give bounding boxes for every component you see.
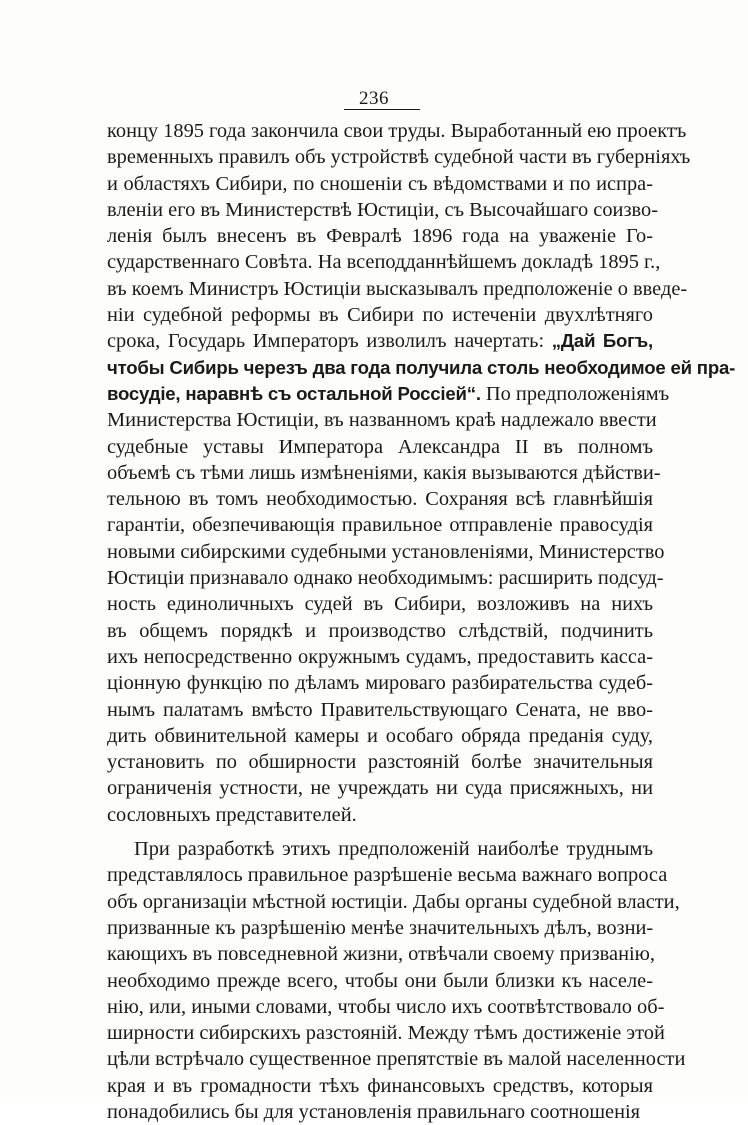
text-line bbox=[107, 460, 661, 486]
text-line bbox=[107, 302, 653, 328]
text-segment: ціонную функцію по дѣламъ мироваго разбирательства судеб- bbox=[107, 672, 653, 695]
text-line bbox=[107, 486, 653, 512]
text-line bbox=[107, 968, 653, 994]
text-segment: ихъ непосредственно окружнымъ судамъ, предоставить касса- bbox=[107, 645, 653, 668]
emphasized-quote: чтобы Сибирь черезъ два года получила столь необходимое ей пра- bbox=[107, 356, 736, 378]
text-line bbox=[107, 1099, 653, 1125]
text-segment: въ коемъ Министръ Юстиціи высказывалъ предположеніе о введе- bbox=[107, 277, 688, 300]
text-line bbox=[107, 197, 658, 223]
text-segment: кающихъ въ повседневной жизни, отвѣчали своему призванію, bbox=[107, 943, 655, 966]
text-line bbox=[107, 171, 653, 197]
text-line bbox=[107, 670, 653, 696]
text-segment: вленіи его въ Министерствѣ Юстиціи, съ Высочайшаго соизво- bbox=[107, 198, 658, 221]
emphasized-quote: восудіе, наравнѣ съ остальной Россіей“. bbox=[107, 382, 481, 404]
text-segment: временныхъ правилъ объ устройствѣ судебной части въ губерніяхъ bbox=[107, 146, 691, 169]
text-segment: При разработкѣ этихъ предположеній наиболѣе труднымъ bbox=[134, 838, 653, 861]
text-line bbox=[107, 381, 670, 407]
text-line bbox=[107, 407, 657, 433]
text-segment: сословныхъ представителей. bbox=[107, 803, 357, 826]
text-segment: представлялось правильное разрѣшеніе весьма важнаго вопроса bbox=[107, 864, 668, 887]
text-line bbox=[107, 915, 653, 941]
text-segment: въ общемъ порядкѣ и производство слѣдствій, подчинить bbox=[107, 619, 653, 642]
text-line bbox=[107, 775, 653, 801]
text-segment: цѣли встрѣчало существенное препятствіе въ малой населенности bbox=[107, 1048, 686, 1071]
text-segment: сударственнаго Совѣта. На всеподданнѣйшемъ докладѣ 1895 г., bbox=[107, 251, 661, 274]
text-line bbox=[107, 223, 653, 249]
text-line bbox=[107, 749, 653, 775]
text-segment: необходимо прежде всего, чтобы они были близки къ населе- bbox=[107, 969, 653, 992]
text-segment: новыми сибирскими судебными установленіями, Министерство bbox=[107, 540, 665, 563]
text-line bbox=[107, 144, 691, 170]
text-line bbox=[107, 994, 665, 1020]
text-line bbox=[107, 276, 688, 302]
text-line bbox=[107, 889, 680, 915]
text-line bbox=[107, 539, 665, 565]
text-segment: Министерства Юстиціи, въ названномъ краѣ надлежало ввести bbox=[107, 409, 657, 432]
text-line bbox=[107, 941, 653, 967]
text-segment: срока, Государь Императоръ изволилъ начертать: bbox=[107, 330, 552, 353]
text-segment: нымъ палатамъ вмѣсто Правительствующаго Сената, не вво- bbox=[107, 698, 653, 721]
text-line bbox=[107, 434, 653, 460]
text-line bbox=[107, 355, 736, 381]
text-segment: дить обвинительной камеры и особаго обряда преданія суду, bbox=[107, 724, 653, 747]
text-segment: объ организаціи мѣстной юстиціи. Дабы органы судебной власти, bbox=[107, 890, 680, 913]
text-line bbox=[107, 1020, 665, 1046]
text-line bbox=[107, 618, 653, 644]
text-segment: концу 1895 года закончила свои труды. Выработанный ею проектъ bbox=[107, 120, 687, 142]
text-line bbox=[107, 723, 653, 749]
text-line bbox=[107, 1073, 653, 1099]
emphasized-quote: „Дай Богъ, bbox=[551, 330, 654, 352]
paragraph-gap bbox=[107, 828, 653, 836]
text-line bbox=[107, 1046, 686, 1072]
text-line bbox=[107, 565, 664, 591]
text-segment: понадобились бы для установленія правильнаго соотношенія bbox=[107, 1100, 641, 1123]
paragraph bbox=[107, 836, 686, 1125]
page-number: 236 bbox=[359, 88, 389, 109]
text-segment: ограниченія устности, не учреждать ни суда присяжныхъ, ни bbox=[107, 777, 653, 800]
text-segment: судебные уставы Императора Александра II въ полномъ bbox=[107, 435, 653, 458]
text-segment: призванные къ разрѣшенію менѣе значительныхъ дѣлъ, возни- bbox=[107, 916, 654, 939]
text-segment: края и въ громадности тѣхъ финансовыхъ средствъ, которыя bbox=[107, 1074, 653, 1097]
text-segment: и областяхъ Сибири, по сношеніи съ вѣдомствами и по испра- bbox=[107, 172, 653, 195]
text-segment: ніи судебной реформы въ Сибири по истеченіи двухлѣтняго bbox=[107, 304, 653, 327]
page-number-rule bbox=[344, 109, 420, 110]
text-line bbox=[107, 644, 653, 670]
text-line bbox=[107, 802, 653, 828]
text-line bbox=[107, 328, 653, 354]
text-segment: нію, или, иными словами, чтобы число ихъ соотвѣтствовало об- bbox=[107, 995, 665, 1018]
text-segment: ленія былъ внесенъ въ Февралѣ 1896 года на уваженіе Го- bbox=[107, 225, 653, 248]
text-segment: ширности сибирскихъ разстояній. Между тѣмъ достиженіе этой bbox=[107, 1022, 665, 1045]
text-segment: По предположеніямъ bbox=[480, 382, 670, 405]
text-line bbox=[107, 512, 653, 538]
text-segment: объемѣ съ тѣми лишь измѣненіями, какія вызываются дѣйстви- bbox=[107, 461, 661, 484]
body-text bbox=[107, 118, 736, 1125]
text-segment: ность единоличныхъ судей въ Сибири, возложивъ на нихъ bbox=[107, 593, 653, 616]
text-line bbox=[107, 591, 653, 617]
text-segment: тельною въ томъ необходимостью. Сохраняя всѣ главнѣйшія bbox=[107, 488, 653, 511]
text-segment: гарантіи, обезпечивающія правильное отправленіе правосудія bbox=[107, 514, 653, 537]
text-segment: Юстиціи признавало однако необходимымъ: расширить подсуд- bbox=[107, 567, 664, 590]
text-line bbox=[107, 862, 668, 888]
text-line bbox=[107, 697, 653, 723]
text-line bbox=[107, 836, 653, 862]
text-line bbox=[107, 249, 661, 275]
paragraph bbox=[107, 118, 736, 828]
text-segment: установить по обширности разстояній болѣе значительныя bbox=[107, 751, 653, 774]
text-line bbox=[107, 118, 687, 144]
